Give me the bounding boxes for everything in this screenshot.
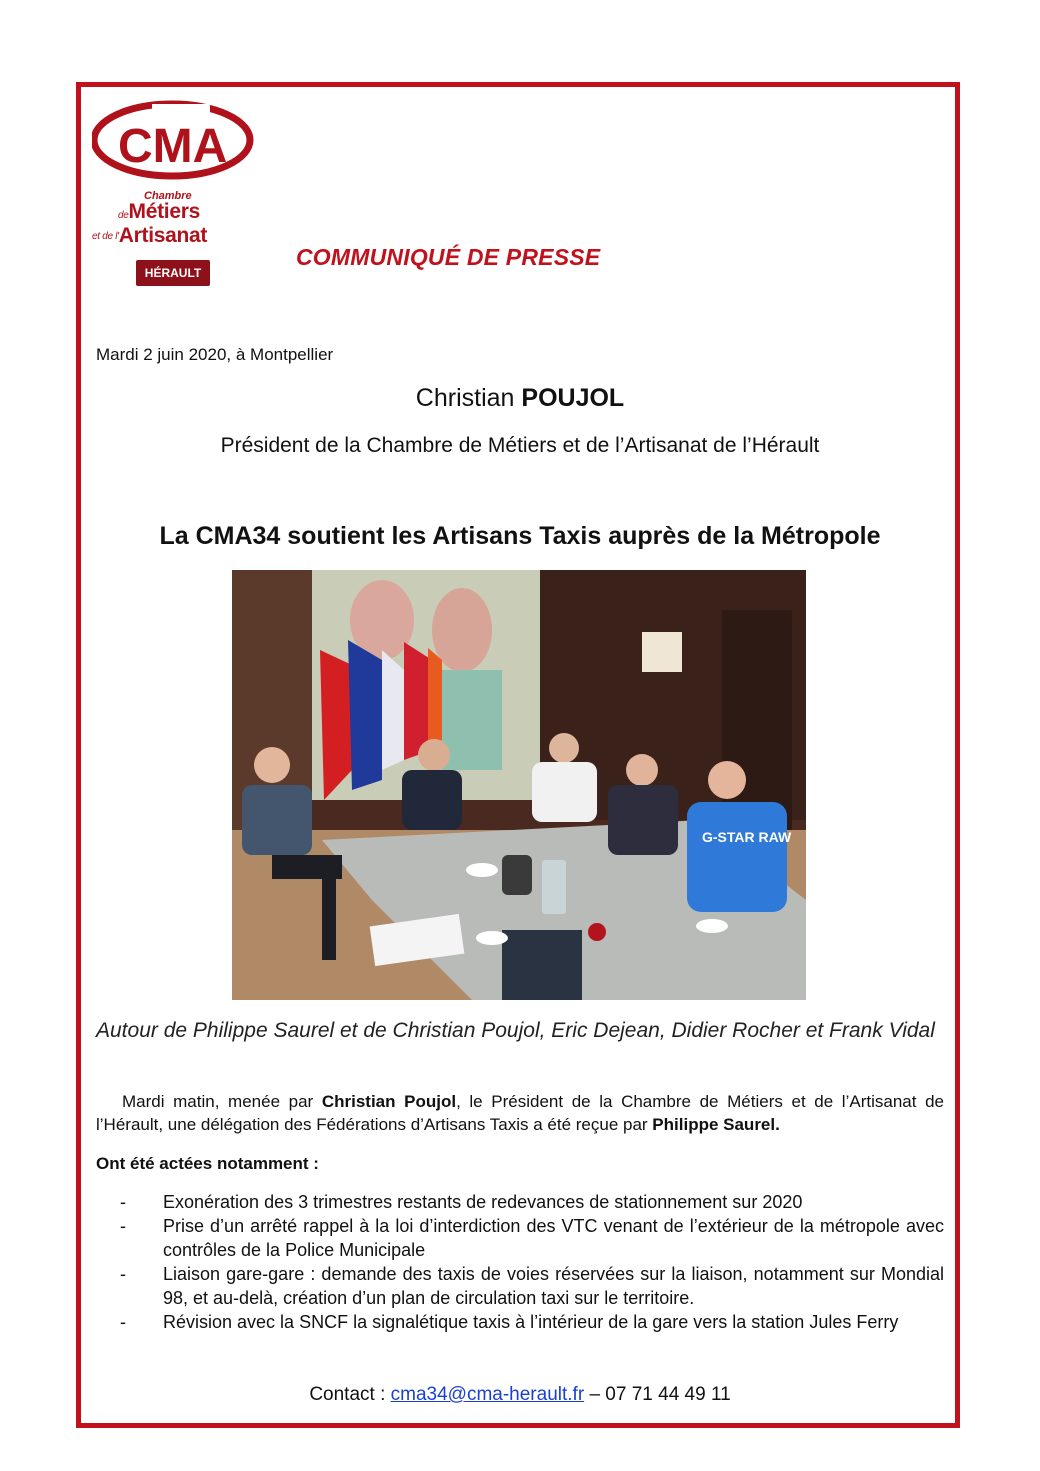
logo-badge-herault: HÉRAULT — [136, 260, 210, 286]
intro-paragraph: Mardi matin, menée par Christian Poujol, le Président de la Chambre de Métiers et de l’Artisanat de l’Hérault, une délégation des Fédérations d’Artisans Taxis a été reçue par Philippe Saurel. — [96, 1092, 944, 1134]
list-item: - Exonération des 3 trimestres restants de redevances de stationnement sur 2020 — [120, 1192, 803, 1212]
cma-logo — [92, 92, 268, 292]
cma-logo-mark — [92, 92, 268, 192]
measures-list — [96, 1190, 944, 1334]
list-bullet: - — [120, 1312, 126, 1332]
list-bullet: - — [120, 1192, 126, 1212]
measures-heading: Ont été actées notamment : — [96, 1154, 319, 1173]
list-item: - Liaison gare-gare : demande des taxis de voies réservées sur la liaison, notamment sur Mondial 98, et au-delà, création d’un plan de circulation taxi sur le territoire. — [120, 1264, 944, 1308]
press-release-label: COMMUNIQUÉ DE PRESSE — [296, 244, 601, 270]
logo-line-chambre: Chambre — [144, 190, 192, 202]
contact-phone: – 07 71 44 49 11 — [584, 1384, 731, 1405]
logo-letters: CMA — [118, 120, 228, 173]
meeting-photo — [232, 570, 806, 1000]
list-item: - Prise d’un arrêté rappel à la loi d’interdiction des VTC venant de l’extérieur de la métropole avec contrôles de la Police Municipale — [120, 1216, 944, 1260]
contact-email-link[interactable]: cma34@cma-herault.fr — [390, 1384, 585, 1405]
logo-line-metiers: deMétiers — [118, 200, 200, 223]
date-line: Mardi 2 juin 2020, à Montpellier — [96, 345, 334, 364]
president-name: Christian POUJOL — [415, 384, 625, 412]
president-role: Président de la Chambre de Métiers et de l’Artisanat de l’Hérault — [220, 434, 820, 457]
headline: La CMA34 soutient les Artisans Taxis auprès de la Métropole — [159, 522, 881, 550]
contact-label: Contact : — [309, 1384, 391, 1405]
list-bullet: - — [120, 1264, 126, 1284]
photo-caption: Autour de Philippe Saurel et de Christian Poujol, Eric Dejean, Didier Rocher et Frank Vidal — [96, 1019, 935, 1042]
list-bullet: - — [120, 1216, 126, 1236]
logo-line-artisanat: et de l'Artisanat — [92, 224, 208, 247]
contact-line — [0, 1384, 1040, 1406]
shirt-print: G-STAR RAW — [702, 829, 792, 845]
list-item: - Révision avec la SNCF la signalétique taxis à l’intérieur de la gare vers la station Jules Ferry — [120, 1312, 899, 1332]
